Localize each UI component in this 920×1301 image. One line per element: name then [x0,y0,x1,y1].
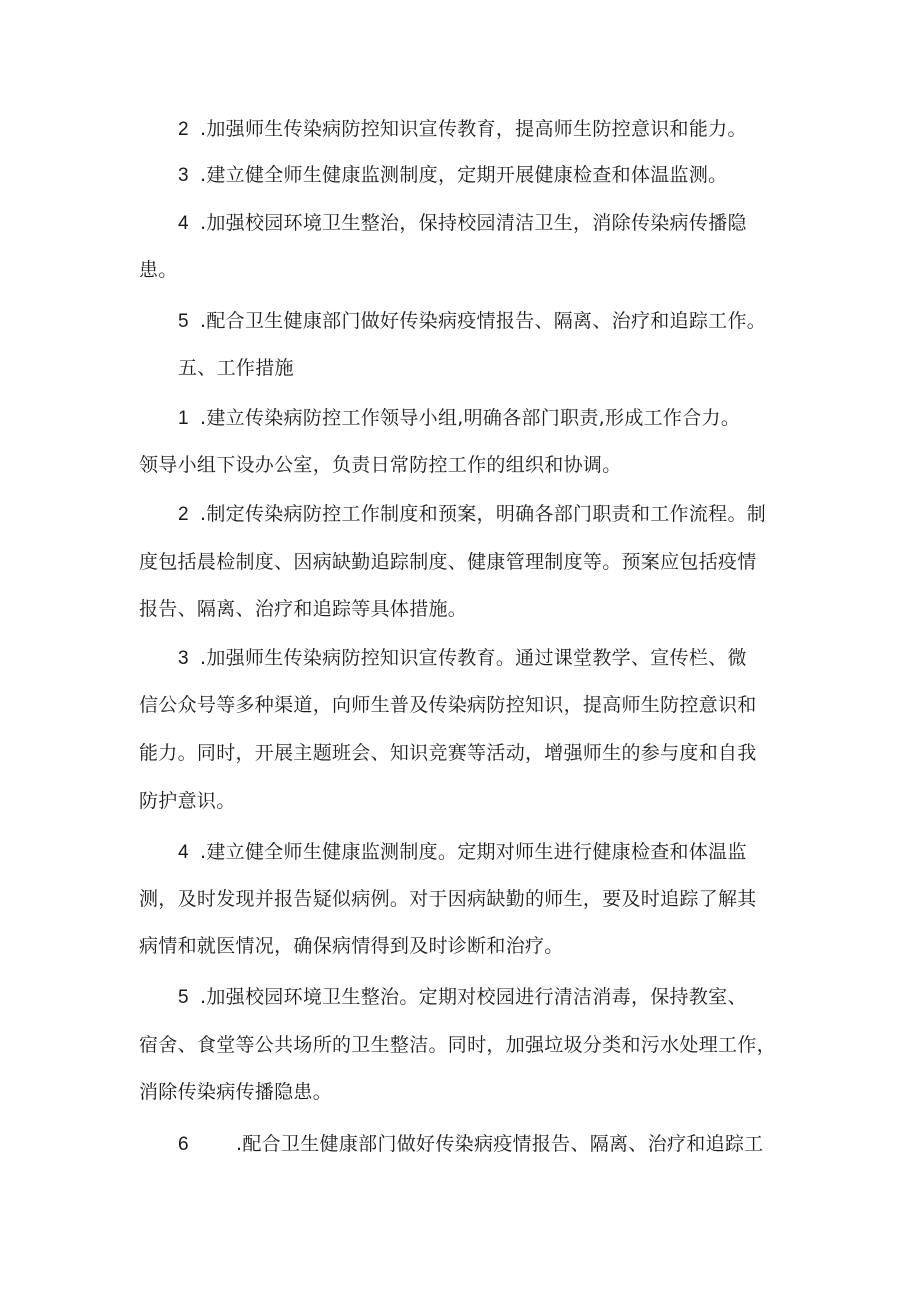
item-number: 2 [178,119,189,140]
line-text: 消除传染病传播隐患。 [139,1081,333,1103]
heading-text: 五、工作措施 [178,357,294,379]
text-line [178,211,838,236]
text-line [178,406,838,431]
text-line [178,163,838,188]
item-number: 3 [178,648,189,669]
line-text: 能力。同时，开展主题班会、知识竞赛等活动，增强师生的参与度和自我 [139,742,757,764]
line-text: .配合卫生健康部门做好传染病疫情报告、隔离、治疗和追踪工 [236,1133,764,1155]
text-line [139,1033,799,1057]
item-number: 4 [178,213,189,234]
text-line [139,453,799,477]
line-text: .制定传染病防控工作制度和预案，明确各部门职责和工作流程。制 [200,503,767,525]
line-text: 报告、隔离、治疗和追踪等具体措施。 [139,598,468,620]
text-line [139,693,799,717]
line-text: .建立健全师生健康监测制度，定期开展健康检查和体温监测。 [200,164,728,186]
text-line [178,840,838,865]
line-text: 领导小组下设办公室，负责日常防控工作的组织和协调。 [139,454,622,476]
line-text: .配合卫生健康部门做好传染病疫情报告、隔离、治疗和追踪工作。 [200,310,767,332]
text-line [178,1132,838,1157]
text-line [178,646,838,671]
item-number: 5 [178,987,189,1008]
line-text: 信公众号等多种渠道，向师生普及传染病防控知识，提高师生防控意识和 [139,694,757,716]
text-line [139,1080,799,1104]
section-heading [178,356,838,380]
item-number: 6 [178,1134,189,1155]
line-text: 测，及时发现并报告疑似病例。对于因病缺勤的师生，要及时追踪了解其 [139,888,757,910]
text-line [139,789,799,813]
item-number: 5 [178,311,189,332]
item-number: 1 [178,408,189,429]
line-text: .建立健全师生健康监测制度。定期对师生进行健康检查和体温监 [200,841,747,863]
line-text: 防护意识。 [139,790,236,812]
text-line [139,934,799,958]
line-text: .加强师生传染病防控知识宣传教育，提高师生防控意识和能力。 [200,118,747,140]
text-line [178,117,838,142]
item-number: 4 [178,842,189,863]
text-line [139,597,799,621]
item-number: 3 [178,165,189,186]
line-text: .建立传染病防控工作领导小组,明确各部门职责,形成工作合力。 [200,407,741,429]
text-line [178,985,838,1010]
text-line [178,502,838,527]
line-text: .加强校园环境卫生整治，保持校园清洁卫生，消除传染病传播隐 [200,212,747,234]
line-text: 病情和就医情况，确保病情得到及时诊断和治疗。 [139,935,564,957]
text-line [178,309,838,334]
text-line [139,258,799,282]
line-text: 度包括晨检制度、因病缺勤追踪制度、健康管理制度等。预案应包括疫情 [139,551,757,573]
text-line [139,741,799,765]
text-line [139,887,799,911]
line-text: .加强校园环境卫生整治。定期对校园进行清洁消毒，保持教室、 [200,986,747,1008]
item-number: 2 [178,504,189,525]
line-text: 患。 [139,259,178,281]
line-text: .加强师生传染病防控知识宣传教育。通过课堂教学、宣传栏、微 [200,647,747,669]
text-line [139,550,799,574]
line-text: 宿舍、食堂等公共场所的卫生整洁。同时，加强垃圾分类和污水处理工作， [139,1034,776,1056]
